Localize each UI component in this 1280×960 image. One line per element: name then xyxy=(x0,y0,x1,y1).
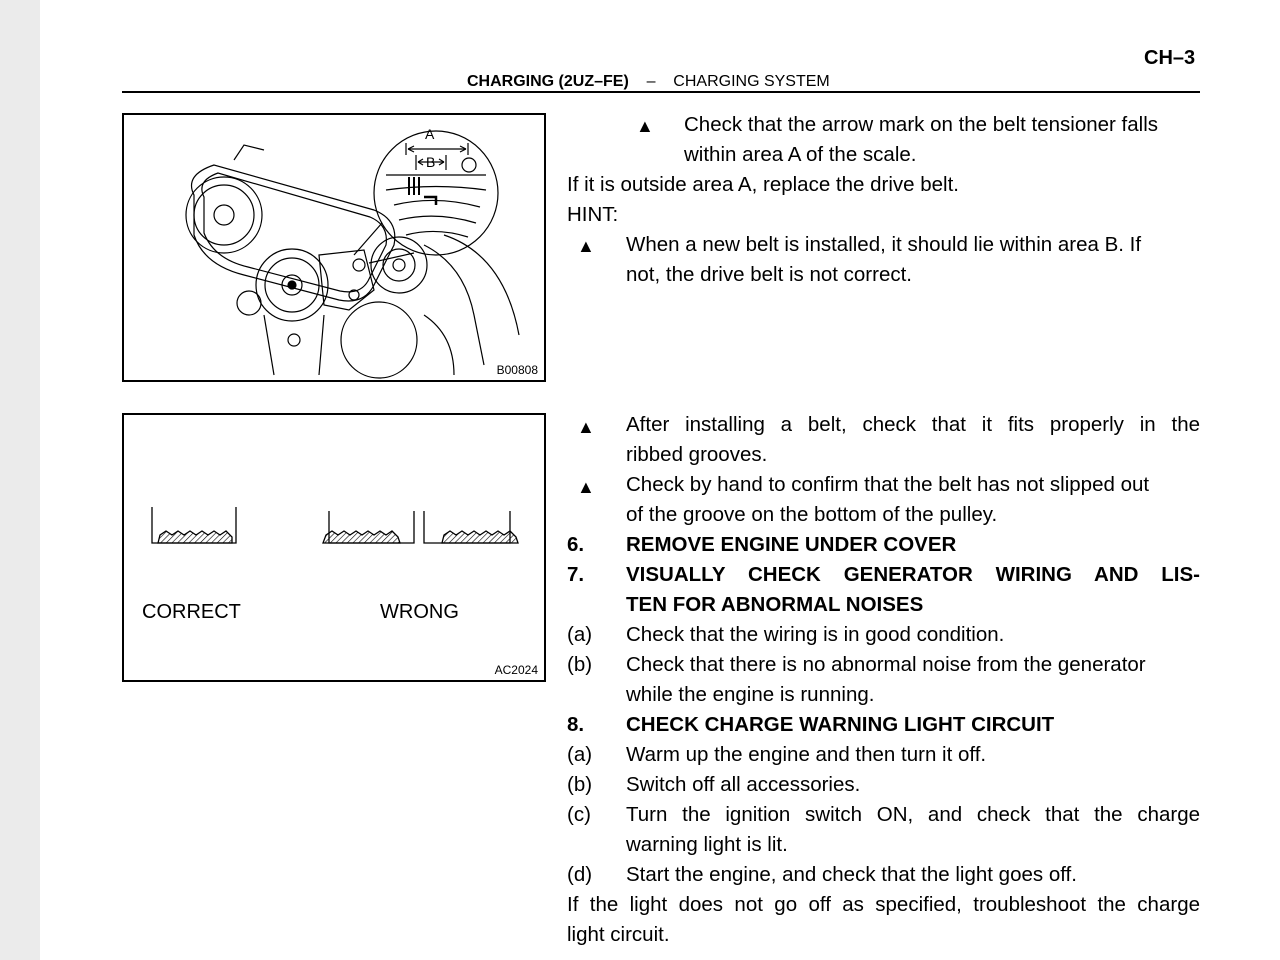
bullet-4-line-2: of the groove on the bottom of the pulley. xyxy=(626,503,998,526)
step-8b-text: Switch off all accessories. xyxy=(626,773,861,796)
belt-tensioner-illustration xyxy=(124,115,544,380)
section-title: CHARGING SYSTEM xyxy=(673,73,830,90)
step-8b-label: (b) xyxy=(567,773,593,796)
bullet-4-line-1: Check by hand to confirm that the belt has not slipped out xyxy=(626,473,1150,496)
step-7b-label: (b) xyxy=(567,653,593,676)
manual-page xyxy=(40,0,1280,960)
belt-fit-figure xyxy=(122,413,546,682)
belt-fit-illustration xyxy=(124,415,544,565)
hint-label: HINT: xyxy=(567,203,619,226)
step-7-title-line-1: VISUALLY CHECK GENERATOR WIRING AND LIS- xyxy=(626,563,1200,586)
figure-code: AC2024 xyxy=(494,663,538,677)
belt-tensioner-figure xyxy=(122,113,546,382)
step-8c-line-2: warning light is lit. xyxy=(626,833,788,856)
step-7a-label: (a) xyxy=(567,623,593,646)
step-8-title: CHECK CHARGE WARNING LIGHT CIRCUIT xyxy=(626,713,1055,736)
step-7a-text: Check that the wiring is in good condition. xyxy=(626,623,1005,646)
bullet-3-line-2: ribbed grooves. xyxy=(626,443,768,466)
paragraph-outside-area: If it is outside area A, replace the drive belt. xyxy=(567,173,959,196)
bullet-2-line-1: When a new belt is installed, it should lie within area B. If xyxy=(626,233,1142,256)
correct-label: CORRECT xyxy=(142,601,241,623)
step-7b-line-1: Check that there is no abnormal noise from the generator xyxy=(626,653,1146,676)
step-8a-label: (a) xyxy=(567,743,593,766)
bullet-1-line-2: within area A of the scale. xyxy=(684,143,917,166)
troubleshoot-line-2: light circuit. xyxy=(567,923,670,946)
wrong-label: WRONG xyxy=(380,601,459,623)
triangle-bullet-icon: ▲ xyxy=(577,417,595,437)
step-8-number: 8. xyxy=(567,713,585,736)
step-7b-line-2: while the engine is running. xyxy=(626,683,875,706)
triangle-bullet-icon: ▲ xyxy=(577,477,595,497)
step-8c-line-1: Turn the ignition switch ON, and check that the charge xyxy=(626,803,1200,826)
step-8d-text: Start the engine, and check that the light goes off. xyxy=(626,863,1077,886)
step-8c-label: (c) xyxy=(567,803,591,826)
figure-code: B00808 xyxy=(496,363,538,377)
triangle-bullet-icon: ▲ xyxy=(636,116,654,136)
step-6-number: 6. xyxy=(567,533,585,556)
running-header xyxy=(467,73,830,91)
triangle-bullet-icon: ▲ xyxy=(577,236,595,256)
step-8a-text: Warm up the engine and then turn it off. xyxy=(626,743,987,766)
dimension-b-label: B xyxy=(426,154,436,170)
section-code: CHARGING (2UZ–FE) xyxy=(467,73,629,90)
page-number: CH–3 xyxy=(1144,47,1196,69)
dimension-a-label: A xyxy=(425,126,435,142)
header-rule xyxy=(122,91,1200,93)
bullet-1-line-1: Check that the arrow mark on the belt tensioner falls xyxy=(684,113,1159,136)
reader-sidebar xyxy=(0,0,40,960)
header-separator: – xyxy=(646,73,656,90)
step-7-title-line-2: TEN FOR ABNORMAL NOISES xyxy=(626,593,924,616)
step-6-title: REMOVE ENGINE UNDER COVER xyxy=(626,533,957,556)
bullet-3-line-1: After installing a belt, check that it fits properly in the xyxy=(626,413,1200,436)
step-7-number: 7. xyxy=(567,563,585,586)
step-8d-label: (d) xyxy=(567,863,593,886)
bullet-2-line-2: not, the drive belt is not correct. xyxy=(626,263,912,286)
troubleshoot-line-1: If the light does not go off as specified, troubleshoot the charge xyxy=(567,893,1200,916)
